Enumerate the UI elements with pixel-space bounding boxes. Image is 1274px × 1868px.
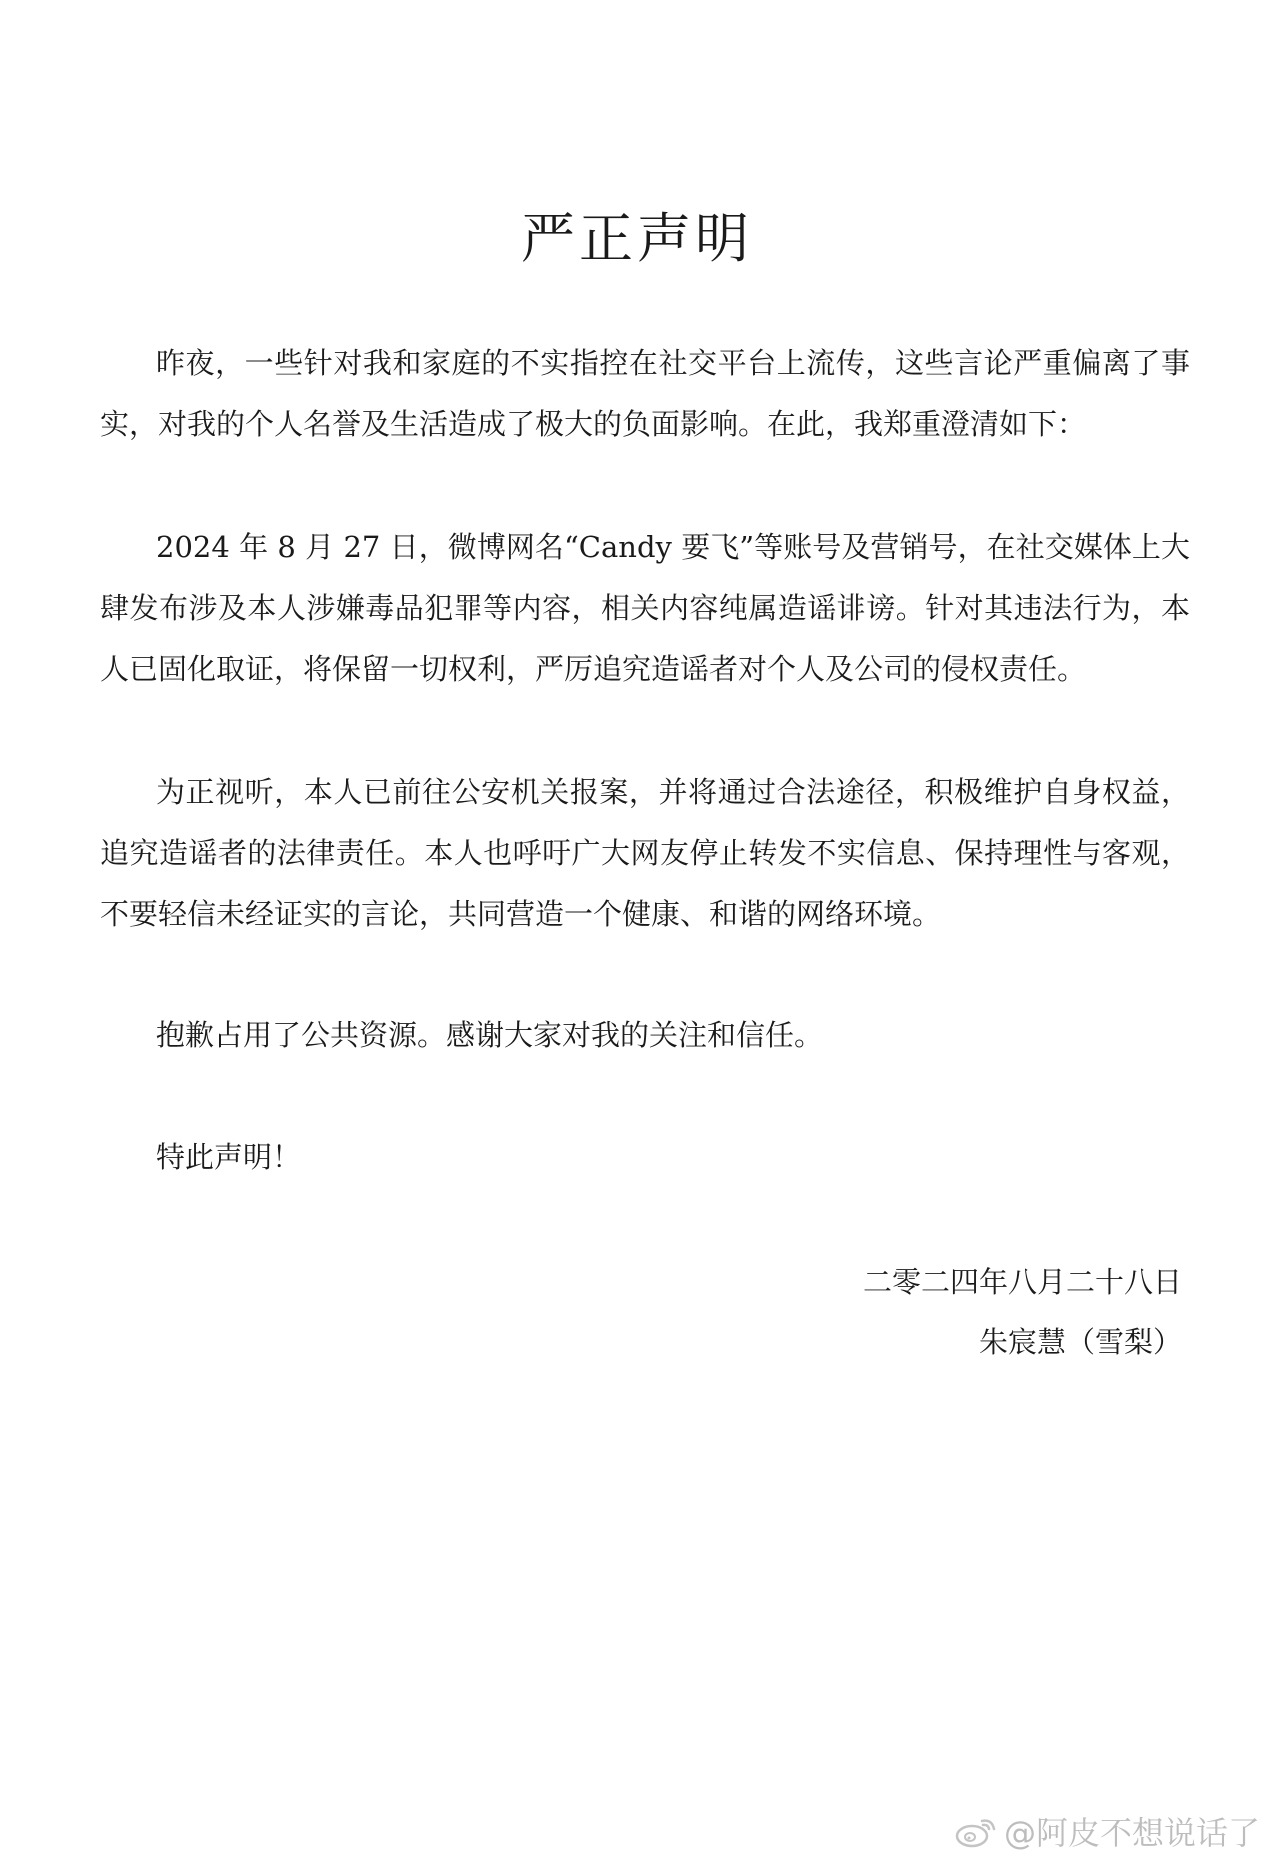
statement-date: 二零二四年八月二十八日 bbox=[862, 1265, 1182, 1299]
paragraph-closing: 特此声明！ bbox=[156, 1140, 302, 1174]
statement-signer: 朱宸慧（雪梨） bbox=[978, 1325, 1182, 1359]
watermark-text: @阿皮不想说话了 bbox=[1003, 1814, 1260, 1852]
paragraph-clarification: 2024 年 8 月 27 日，微博网名“Candy 要飞”等账号及营销号，在社交媒体上大肆发布涉及本人涉嫌毒品犯罪等内容，相关内容纯属造谣诽谤。针对其违法行为，本人已固化取证，将保留一切权利，严厉追究造谣者对个人及公司的侵权责任。 bbox=[100, 530, 1190, 686]
weibo-icon bbox=[954, 1813, 998, 1849]
paragraph-legal-action: 为正视听，本人已前往公安机关报案，并将通过合法途径，积极维护自身权益，追究造谣者的法律责任。本人也呼吁广大网友停止转发不实信息、保持理性与客观，不要轻信未经证实的言论，共同营造一个健康、和谐的网络环境。 bbox=[100, 775, 1190, 931]
weibo-watermark bbox=[954, 1808, 1260, 1854]
paragraph-apology: 抱歉占用了公共资源。感谢大家对我的关注和信任。 bbox=[156, 1018, 824, 1052]
paragraph-intro: 昨夜，一些针对我和家庭的不实指控在社交平台上流传，这些言论严重偏离了事实，对我的个人名誉及生活造成了极大的负面影响。在此，我郑重澄清如下： bbox=[100, 346, 1190, 441]
document-title: 严正声明 bbox=[521, 207, 753, 270]
